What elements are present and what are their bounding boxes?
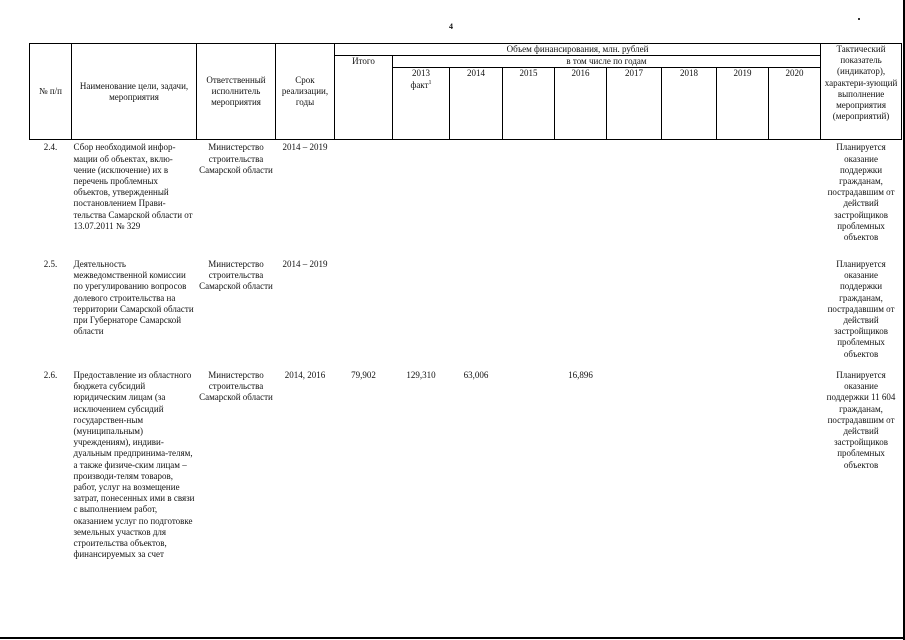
header-year-2015: 2015 [503,68,555,140]
page-number: 4 [449,22,453,31]
header-total: Итого [335,56,393,140]
page-bottom-border [0,637,905,639]
header-funding: Объем финансирования, млн. рублей [335,44,821,56]
row-term: 2014, 2016 [284,369,326,380]
row-total [335,257,393,368]
row-executor: Министерство строительства Самарской области [199,258,273,292]
year-2013-fact: факт [410,79,429,90]
row-2017 [607,257,662,368]
header-year-2018: 2018 [662,68,717,140]
row-2018 [662,368,717,560]
row-2016: 16,896 [568,369,593,380]
row-executor: Министерство строительства Самарской области [199,142,273,175]
row-2019 [717,140,769,257]
table-row [30,257,902,368]
row-name: Предоставление из областного бюджета субсидий юридическим лицам (за исключением субсидий государствен-ным (муниципальным) учреждениям), индиви-дуальным предпринима-телям, а также физиче-ским лицам – производи-телям товаров, работ, услуг на возмещение затрат, понесенных ими в связи с выполнением работ, оказанием услуг по подготовке земельных участков для строительства объектов, финансируемых за счет [73,369,195,560]
row-2019 [717,257,769,368]
header-year-2016: 2016 [555,68,607,140]
header-indicator: Тактический показатель (индикатор), характери-зующий выполнение мероприятия (мероприятий) [821,44,902,140]
year-2013-label: 2013 [412,68,430,79]
row-num: 2.4. [43,142,58,153]
header-num: № п/п [30,44,72,140]
row-indicator: Планируется оказание поддержки гражданам, пострадавшим от действий застройщиков проблемных объектов [827,258,895,359]
row-num: 2.6. [43,369,58,380]
row-term: 2014 – 2019 [282,258,328,269]
row-term: 2014 – 2019 [282,142,328,153]
row-indicator: Планируется оказание поддержки гражданам, пострадавшим от действий застройщиков проблемных объектов [827,142,895,243]
row-executor: Министерство строительства Самарской области [199,369,273,403]
row-2016 [555,140,607,257]
row-2015 [503,368,555,560]
header-by-years: в том числе по годам [393,56,821,68]
table-row [30,368,902,560]
row-2018 [662,257,717,368]
row-num: 2.5. [43,258,58,269]
header-name: Наименование цели, задачи, мероприятия [72,44,197,140]
program-table [29,43,902,560]
row-total [335,140,393,257]
header-executor: Ответственный исполнитель мероприятия [197,44,276,140]
header-term: Срок реализации, годы [276,44,335,140]
row-2015 [503,257,555,368]
header-year-2020: 2020 [769,68,821,140]
row-2017 [607,368,662,560]
row-2015 [503,140,555,257]
row-indicator: Планируется оказание поддержки 11 604 гражданам, пострадавшим от действий застройщиков проблемных объектов [826,369,896,470]
row-2013 [393,257,450,368]
row-2020 [769,368,821,560]
row-2014 [450,140,503,257]
row-2020 [769,140,821,257]
row-2013 [393,140,450,257]
scan-speck [858,18,860,20]
header-year-2013 [393,68,450,140]
row-total: 79,902 [351,369,376,380]
header-year-2014: 2014 [450,68,503,140]
row-2017 [607,140,662,257]
row-2014 [450,257,503,368]
header-year-2017: 2017 [607,68,662,140]
row-2013: 129,310 [406,369,436,380]
row-2020 [769,257,821,368]
row-2014: 63,006 [463,369,489,380]
row-2016 [555,257,607,368]
header-year-2019: 2019 [717,68,769,140]
table-row [30,140,902,257]
row-name: Сбор необходимой инфор-мации об объектах, вклю-чение (исключение) их в перечень проблемных объектов, утвержденный постановлением Прави-тельства Самарской области от 13.07.2011 № 329 [73,142,193,231]
row-2018 [662,140,717,257]
year-2013-footnote: 1 [428,79,432,86]
row-2019 [717,368,769,560]
row-name: Деятельность межведомственной комиссии по урегулированию вопросов долевого строительства на территории Самарской области при Губернаторе Самарской области [73,258,194,337]
